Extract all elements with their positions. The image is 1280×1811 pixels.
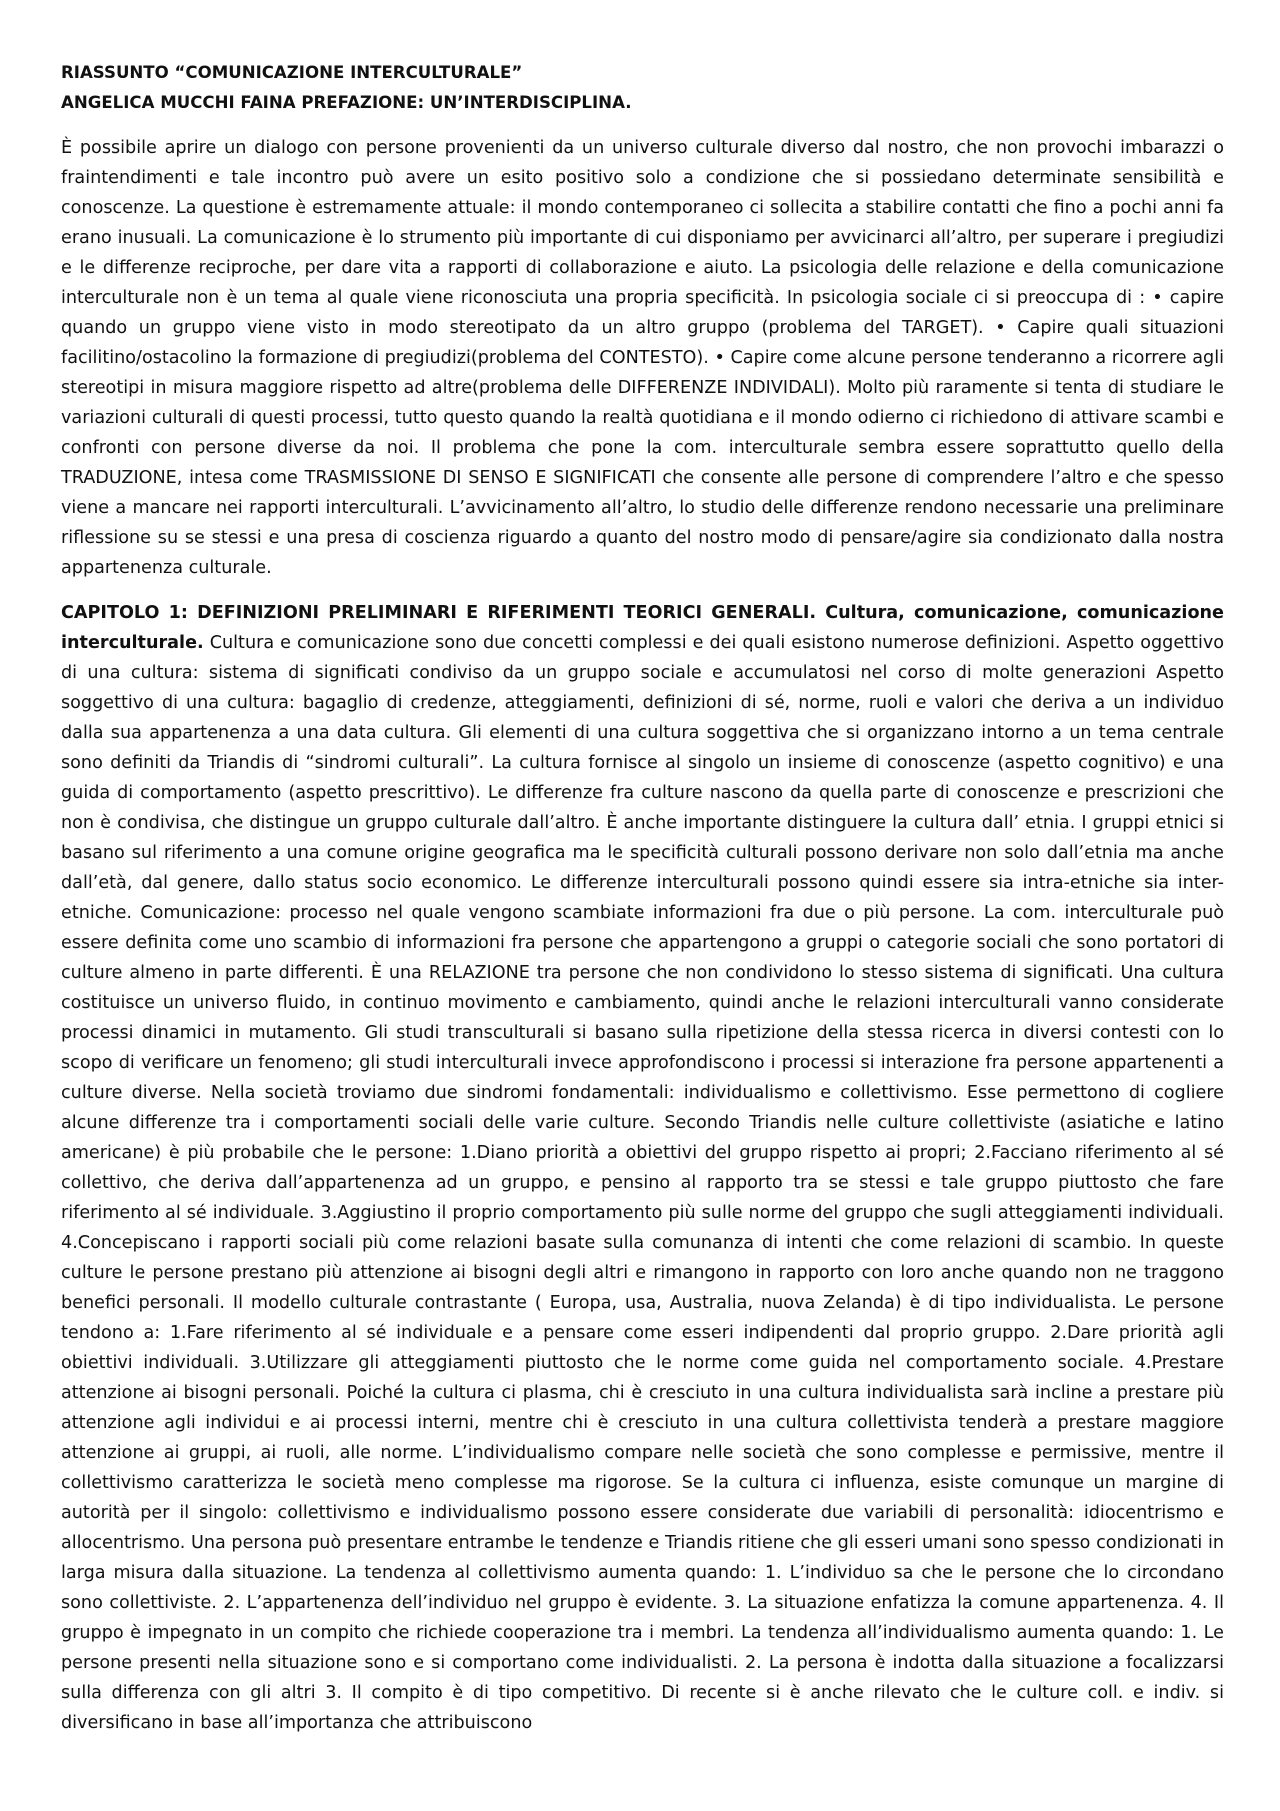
chapter-paragraph: Cultura e comunicazione sono due concetti complessi e dei quali esistono numerose definizioni. Aspetto oggettivo di una cultura: sistema di significati condiviso da un gruppo sociale e accumulatosi nel corso di molte generazioni Aspetto soggettivo di una cultura: bagaglio di credenze, atteggiamenti, definizioni di sé, norme, ruoli e valori che deriva a un individuo dalla sua appartenenza a una data cultura. Gli elementi di una cultura soggettiva che si organizzano intorno a un tema centrale sono definiti da Triandis di “sindromi culturali”. La cultura fornisce al singolo un insieme di conoscenze (aspetto cognitivo) e una guida di comportamento (aspetto prescrittivo). Le differenze fra culture nascono da quella parte di conoscenze e prescrizioni che non è condivisa, che distingue un gruppo culturale dall’altro. È anche importante distinguere la cultura dall’ etnia. I gruppi etnici si basano sul riferimento a una comune origine geografica ma le specificità culturali possono derivare non solo dall’etnia ma anche dall’età, dal genere, dallo status socio economico. Le differenze interculturali possono quindi essere sia intra-etniche sia inter-etniche. Comunicazione: processo nel quale vengono scambiate informazioni fra due o più persone. La com. interculturale può essere definita come uno scambio di informazioni fra persone che appartengono a gruppi o categorie sociali che sono portatori di culture almeno in parte differenti. È una RELAZIONE tra persone che non condividono lo stesso sistema di significati. Una cultura costituisce un universo fluido, in continuo movimento e cambiamento, quindi anche le relazioni interculturali vanno considerate processi dinamici in mutamento. Gli studi transculturali si basano sulla ripetizione della stessa ricerca in diversi contesti con lo scopo di verificare un fenomeno; gli studi interculturali invece approfondiscono i processi si interazione fra persone appartenenti a culture diverse. Nella società troviamo due sindromi fondamentali: individualismo e collettivismo. Esse permettono di cogliere alcune differenze tra i comportamenti sociali delle varie culture. Secondo Triandis nelle culture collettiviste (asiatiche e latino americane) è più probabile che le persone: 1.Diano priorità a obiettivi del gruppo rispetto ai propri; 2.Facciano riferimento al sé collettivo, che deriva dall’appartenenza ad un gruppo, e pensino al rapporto tra se stessi e tale gruppo piuttosto che fare riferimento al sé individuale. 3.Aggiustino il proprio comportamento più sulle norme del gruppo che sugli atteggiamenti individuali. 4.Concepiscano i rapporti sociali più come relazioni basate sulla comunanza di intenti che come relazioni di scambio. In queste culture le persone prestano più attenzione ai bisogni degli altri e rimangono in rapporto con loro anche quando non ne traggono benefici personali. Il modello culturale contrastante ( Europa, usa, Australia, nuova Zelanda) è di tipo individualista. Le persone tendono a: 1.Fare riferimento al sé individuale e a pensare come esseri indipendenti dal proprio gruppo. 2.Dare priorità agli obiettivi individuali. 3.Utilizzare gli atteggiamenti piuttosto che le norme come guida nel comportamento sociale. 4.Prestare attenzione ai bisogni personali. Poiché la cultura ci plasma, chi è cresciuto in una cultura individualista sarà incline a prestare più attenzione agli individui e ai processi interni, mentre chi è cresciuto in una cultura collettivista tenderà a prestare maggiore attenzione ai gruppi, ai ruoli, alle norme. L’individualismo compare nelle società che sono complesse e permissive, mentre il collettivismo caratterizza le società meno complesse ma rigorose. Se la cultura ci influenza, esiste comunque un margine di autorità per il singolo: collettivismo e individualismo possono essere considerate due variabili di personalità: idiocentrismo e allocentrismo. Una persona può presentare entrambe le tendenze e Triandis ritiene che gli esseri umani sono spesso condizionati in larga misura dalla situazione. La tendenza al collettivismo aumenta quando: 1. L’individuo sa che le persone che lo circondano sono collettiviste. 2. L’appartenenza dell’individuo nel gruppo è evidente. 3. La situazione enfatizza la comune appartenenza. 4. Il gruppo è impegnato in un compito che richiede cooperazione tra i membri. La tendenza all’individualismo aumenta quando: 1. Le persone presenti nella situazione sono e si comportano come individualisti. 2. La persona è indotta dalla situazione a focalizzarsi sulla differenza con gli altri 3. Il compito è di tipo competitivo. Di recente si è anche rilevato che le culture coll. e indiv. si diversificano in base all’importanza che attribuiscono bbox=[61, 633, 1225, 1733]
preface-paragraph: È possibile aprire un dialogo con persone provenienti da un universo culturale diverso dal nostro, che non provochi imbarazzi o fraintendimenti e tale incontro può avere un esito positivo solo a condizione che si possiedano determinate sensibilità e conoscenze. La questione è estremamente attuale: il mondo contemporaneo ci sollecita a stabilire contatti che fino a pochi anni fa erano inusuali. La comunicazione è lo strumento più importante di cui disponiamo per avvicinarci all’altro, per superare i pregiudizi e le differenze reciproche, per dare vita a rapporti di collaborazione e aiuto. La psicologia delle relazione e della comunicazione interculturale non è un tema al quale viene riconosciuta una propria specificità. In psicologia sociale ci si preoccupa di : • capire quando un gruppo viene visto in modo stereotipato da un altro gruppo (problema del TARGET). • Capire quali situazioni facilitino/ostacolino la formazione di pregiudizi(problema del CONTESTO). • Capire come alcune persone tenderanno a ricorrere agli stereotipi in misura maggiore rispetto ad altre(problema delle DIFFERENZE INDIVIDALI). Molto più raramente si tenta di studiare le variazioni culturali di questi processi, tutto questo quando la realtà quotidiana e il mondo odierno ci richiedono di attivare scambi e confronti con persone diverse da noi. Il problema che pone la com. interculturale sembra essere soprattutto quello della TRADUZIONE, intesa come TRASMISSIONE DI SENSO E SIGNIFICATI che consente alle persone di comprendere l’altro e che spesso viene a mancare nei rapporti interculturali. L’avvicinamento all’altro, lo studio delle differenze rendono necessarie una preliminare riflessione su se stessi e una presa di coscienza riguardo a quanto del nostro modo di pensare/agire sia condizionato dalla nostra appartenenza culturale. bbox=[61, 138, 1224, 578]
chapter-section bbox=[61, 598, 1224, 1738]
document-title: RIASSUNTO “COMUNICAZIONE INTERCULTURALE” bbox=[61, 63, 523, 82]
chapter-heading: CAPITOLO 1: DEFINIZIONI PRELIMINARI E RIFERIMENTI TEORICI GENERALI. Cultura, comunicazione, comunicazione interculturale. bbox=[61, 603, 1224, 653]
document-page bbox=[61, 58, 1224, 1738]
document-subtitle: ANGELICA MUCCHI FAINA PREFAZIONE: UN’INTERDISCIPLINA. bbox=[61, 93, 632, 112]
